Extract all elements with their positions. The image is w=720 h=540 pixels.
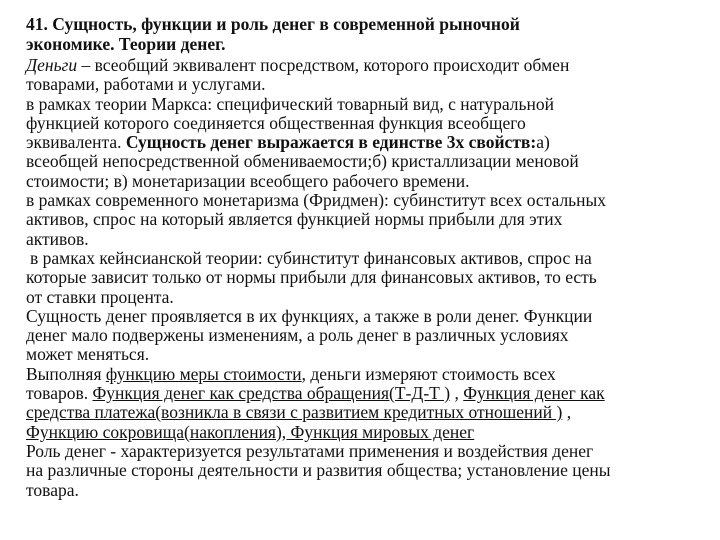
- text-segment: ,: [450, 383, 464, 404]
- paragraph-essence-line: денег мало подвержены изменениям, а роль денег в различных условиях: [26, 325, 569, 346]
- link-medium-of-exchange[interactable]: Функция денег как средства обращения(Т-Д-Т ): [92, 383, 451, 404]
- paragraph-role-line: товара.: [26, 479, 79, 500]
- paragraph-keynes-line: которые зависит только от нормы прибыли для финансовых активов, то есть: [26, 267, 597, 288]
- paragraph-marx-line: всеобщей непосредственной обмениваемости;б) кристаллизации меновой: [26, 151, 579, 172]
- paragraph-role-line: на различные стороны деятельности и развития общества; установление цены: [26, 460, 611, 481]
- link-means-of-payment[interactable]: Функция денег как: [463, 383, 605, 404]
- paragraph-functions-line: [26, 423, 704, 442]
- paragraph-marx-line: [26, 133, 704, 152]
- text-segment: , деньги измеряют стоимость всех: [301, 363, 556, 384]
- title-line: 41. Сущность, функции и роль денег в современной рыночной: [26, 14, 520, 34]
- link-measure-of-value[interactable]: функцию меры стоимости: [105, 363, 302, 384]
- paragraph-marx-line: в рамках теории Маркса: специфический товарный вид, с натуральной: [26, 93, 554, 114]
- paragraph-marx-line: стоимости; в) монетаризации всеобщего рабочего времени.: [26, 170, 470, 191]
- paragraph-functions-line: [26, 403, 704, 422]
- text-segment: товаров.: [26, 383, 93, 404]
- paragraph-monetarism-line: в рамках современного монетаризма (Фридмен): субинститут всех остальных: [26, 190, 607, 211]
- document-body: [26, 56, 704, 500]
- paragraph-essence-line: Сущность денег проявляется в их функциях, а также в роли денег. Функции: [26, 305, 593, 326]
- text-segment: Выполняя: [26, 363, 106, 384]
- text-segment: ,: [562, 402, 572, 423]
- title-line: экономике. Теории денег.: [26, 34, 226, 54]
- link-store-and-world-money[interactable]: Функцию сокровища(накопления), Функция мировых денег: [26, 421, 475, 442]
- bold-phrase: Сущность денег выражается в единстве 3х свойств:: [125, 132, 537, 153]
- text-segment: эквивалента.: [26, 132, 126, 153]
- paragraph-functions-line: [26, 365, 704, 384]
- document-title: [26, 14, 704, 54]
- paragraph-definition-line: товарами, работами и услугами.: [26, 74, 266, 95]
- paragraph-monetarism-line: активов, спрос на который является функцией нормы прибыли для этих: [26, 209, 563, 230]
- paragraph-keynes-line: в рамках кейнсианской теории: субинститут финансовых активов, спрос на: [30, 247, 592, 268]
- paragraph-marx-line: функцией которого соединяется общественная функция всеобщего: [26, 112, 526, 133]
- term-money: Деньги: [26, 55, 78, 75]
- link-means-of-payment-cont[interactable]: средства платежа(возникла в связи с развитием кредитных отношений ): [26, 402, 563, 423]
- paragraph-keynes-line: от ставки процента.: [26, 286, 174, 307]
- text-segment: – всеобщий эквивалент посредством, которого происходит обмен: [77, 55, 570, 75]
- paragraph-functions-line: [26, 384, 704, 403]
- paragraph-essence-line: может меняться.: [26, 344, 150, 365]
- paragraph-definition-line: [26, 56, 704, 75]
- paragraph-monetarism-line: активов.: [26, 228, 89, 249]
- text-segment: а): [536, 132, 550, 153]
- paragraph-role-line: Роль денег - характеризуется результатами применения и воздействия денег: [26, 440, 594, 461]
